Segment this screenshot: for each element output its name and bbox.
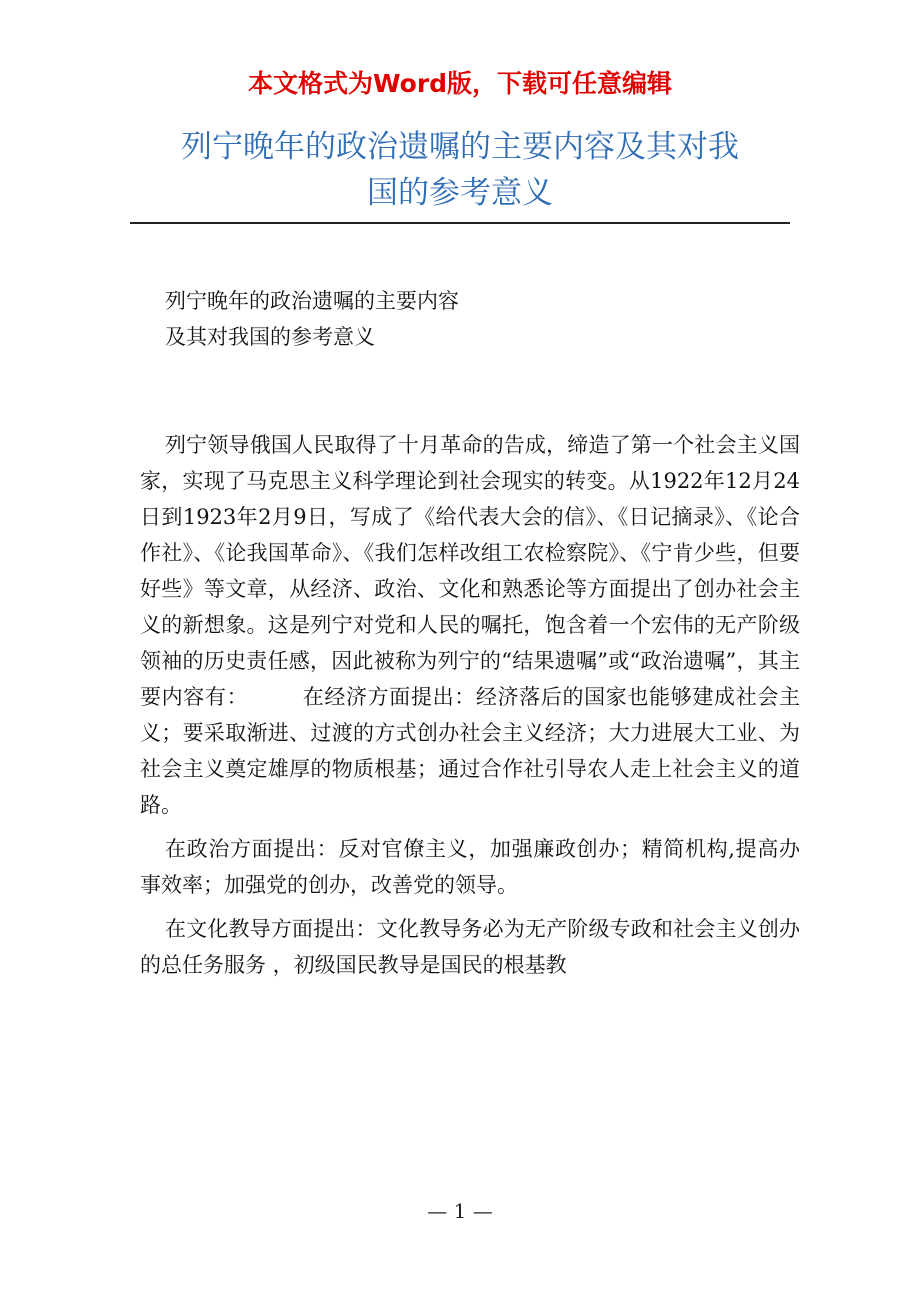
page-number: — 1 — [427, 1199, 493, 1223]
paragraph-intro-and-economy: 列宁领导俄国人民取得了十月革命的告成，缔造了第一个社会主义国家，实现了马克思主义科学理论到社会现实的转变。从1922年12月24日到1923年2月9日，写成了《给代表大会的信》、《日记摘录》、《论合作社》、《论我国革命》、《我们怎样改组工农检察院》、《宁肯少些，但要好些》等文章，从经济、政治、文化和熟悉论等方面提出了创办社会主义的新想象。这是列宁对党和人民的嘱托，饱含着一个宏伟的无产阶级领袖的历史责任感，因此被称为列宁的“结果遗嘱”或“政治遗嘱”，其主要内容有： 在经济方面提出：经济落后的国家也能够建成社会主义；要采取渐进、过渡的方式创办社会主义经济；大力进展大工业、为社会主义奠定雄厚的物质根基；通过合作社引导农人走上社会主义的道路。 [140, 433, 800, 817]
paragraph-culture-education: 在文化教导方面提出：文化教导务必为无产阶级专政和社会主义创办的总任务服务 ，初级国民教导是国民的根基教 [140, 917, 800, 977]
blank-line [140, 355, 800, 391]
blank-line [140, 391, 800, 427]
document-title-line-1: 列宁晚年的政治遗嘱的主要内容及其对我 [181, 129, 739, 165]
document-title [140, 124, 780, 216]
document-title-line-2: 国的参考意义 [367, 175, 553, 211]
subtitle-line-1: 列宁晚年的政治遗嘱的主要内容 [165, 289, 459, 313]
document-body [140, 283, 800, 983]
paragraph-politics: 在政治方面提出：反对官僚主义，加强廉政创办；精简机构,提高办事效率；加强党的创办，改善党的领导。 [140, 837, 800, 897]
download-notice: 本文格式为Word版，下载可任意编辑 [247, 69, 673, 98]
title-divider [130, 222, 790, 224]
subtitle-line-2: 及其对我国的参考意义 [165, 325, 375, 349]
